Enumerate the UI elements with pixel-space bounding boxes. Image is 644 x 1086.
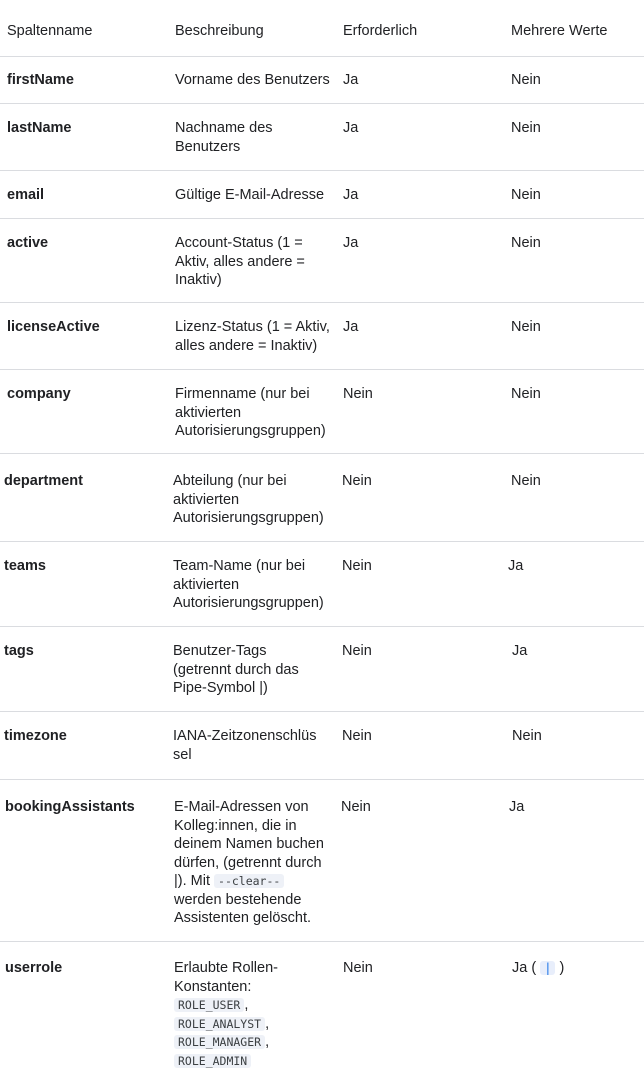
- multiple-text: Ja (: [512, 960, 537, 976]
- table-row: [0, 712, 644, 780]
- row-multiple: Nein: [511, 386, 541, 402]
- row-description: [174, 798, 332, 928]
- row-required: Ja: [343, 187, 359, 203]
- row-description: Vorname des Benutzers: [175, 72, 330, 88]
- row-column-name: company: [7, 386, 71, 402]
- row-description: Benutzer-Tags (getrennt durch das Pipe-Symbol |): [173, 643, 299, 696]
- role-code: ROLE_USER: [174, 998, 244, 1012]
- clear-code: --clear--: [214, 874, 284, 888]
- row-required: Nein: [342, 558, 372, 574]
- row-column-name: timezone: [4, 728, 67, 744]
- row-required: Ja: [343, 120, 359, 136]
- table-row: [0, 57, 644, 104]
- role-code: ROLE_ADMIN: [174, 1054, 251, 1068]
- header-multiple-values: Mehrere Werte: [511, 23, 608, 39]
- row-required: Nein: [342, 643, 372, 659]
- row-description: Erlaubte Rollen-Konstanten: ROLE_USER , ROLE_ANALYST , ROLE_MANAGER , ROLE_ADMIN: [174, 960, 278, 1068]
- row-description: Abteilung (nur bei aktivierten Autorisierungsgruppen): [173, 473, 324, 526]
- multiple-close: ): [559, 960, 565, 976]
- row-description: IANA-Zeitzonenschlüssel: [173, 728, 317, 763]
- row-description: Team-Name (nur bei aktivierten Autorisierungsgruppen): [173, 558, 324, 611]
- row-column-name: teams: [4, 558, 46, 574]
- row-description: Nachname des Benutzers: [175, 120, 273, 155]
- row-multiple: Nein: [511, 319, 541, 335]
- row-column-name: tags: [4, 643, 34, 659]
- description-text-after: werden bestehende Assistenten gelöscht.: [174, 891, 312, 926]
- row-column-name: licenseActive: [7, 319, 100, 335]
- description-text: E-Mail-Adressen von Kolleg:innen, die in deinem Namen buchen dürfen, (getrennt durch |). Mit: [174, 799, 324, 889]
- table-row: [0, 542, 644, 627]
- row-required: Nein: [342, 728, 372, 744]
- row-required: Ja: [343, 235, 359, 251]
- row-required: Nein: [341, 799, 371, 815]
- row-column-name: email: [7, 187, 45, 203]
- description-text: Erlaubte Rollen-Konstanten:: [174, 960, 278, 995]
- row-description: Gültige E-Mail-Adresse: [175, 187, 325, 203]
- header-column-name: Spaltenname: [7, 23, 93, 39]
- table-row: [0, 780, 644, 942]
- table-row: [0, 370, 644, 454]
- row-multiple: Nein: [511, 187, 541, 203]
- role-code: ROLE_MANAGER: [174, 1035, 265, 1049]
- row-column-name: active: [7, 235, 49, 251]
- header-required: Erforderlich: [343, 23, 418, 39]
- row-required: Nein: [343, 960, 373, 976]
- row-multiple: [512, 959, 642, 978]
- row-column-name: lastName: [7, 120, 72, 136]
- table-row: [0, 219, 644, 303]
- row-multiple: Nein: [511, 235, 541, 251]
- row-description: Firmenname (nur bei aktivierten Autorisierungsgruppen): [175, 386, 326, 439]
- row-multiple: Ja: [512, 643, 528, 659]
- row-description: Account-Status (1 = Aktiv, alles andere = Inaktiv): [175, 235, 305, 288]
- table-row: [0, 454, 644, 542]
- row-multiple: Nein: [511, 120, 541, 136]
- row-column-name: firstName: [7, 72, 74, 88]
- table-row: [0, 942, 644, 1086]
- table-row: [0, 303, 644, 370]
- pipe-code: |: [540, 961, 555, 975]
- row-multiple: Ja: [509, 799, 525, 815]
- row-multiple: Nein: [511, 473, 541, 489]
- header-description: Beschreibung: [175, 23, 264, 39]
- row-required: Ja: [343, 319, 359, 335]
- table-row: [0, 104, 644, 171]
- table-row: [0, 171, 644, 219]
- row-description: Lizenz-Status (1 = Aktiv, alles andere = Inaktiv): [175, 319, 330, 354]
- row-required: Ja: [343, 72, 359, 88]
- row-column-name: department: [4, 473, 83, 489]
- row-required: Nein: [343, 386, 373, 402]
- table-header-row: [0, 0, 644, 57]
- row-multiple: Nein: [512, 728, 542, 744]
- row-column-name: bookingAssistants: [5, 799, 135, 815]
- row-required: Nein: [342, 473, 372, 489]
- row-column-name: userrole: [5, 960, 63, 976]
- role-code: ROLE_ANALYST: [174, 1017, 265, 1031]
- row-multiple: Nein: [511, 72, 541, 88]
- row-multiple: Ja: [508, 558, 524, 574]
- table-row: [0, 627, 644, 712]
